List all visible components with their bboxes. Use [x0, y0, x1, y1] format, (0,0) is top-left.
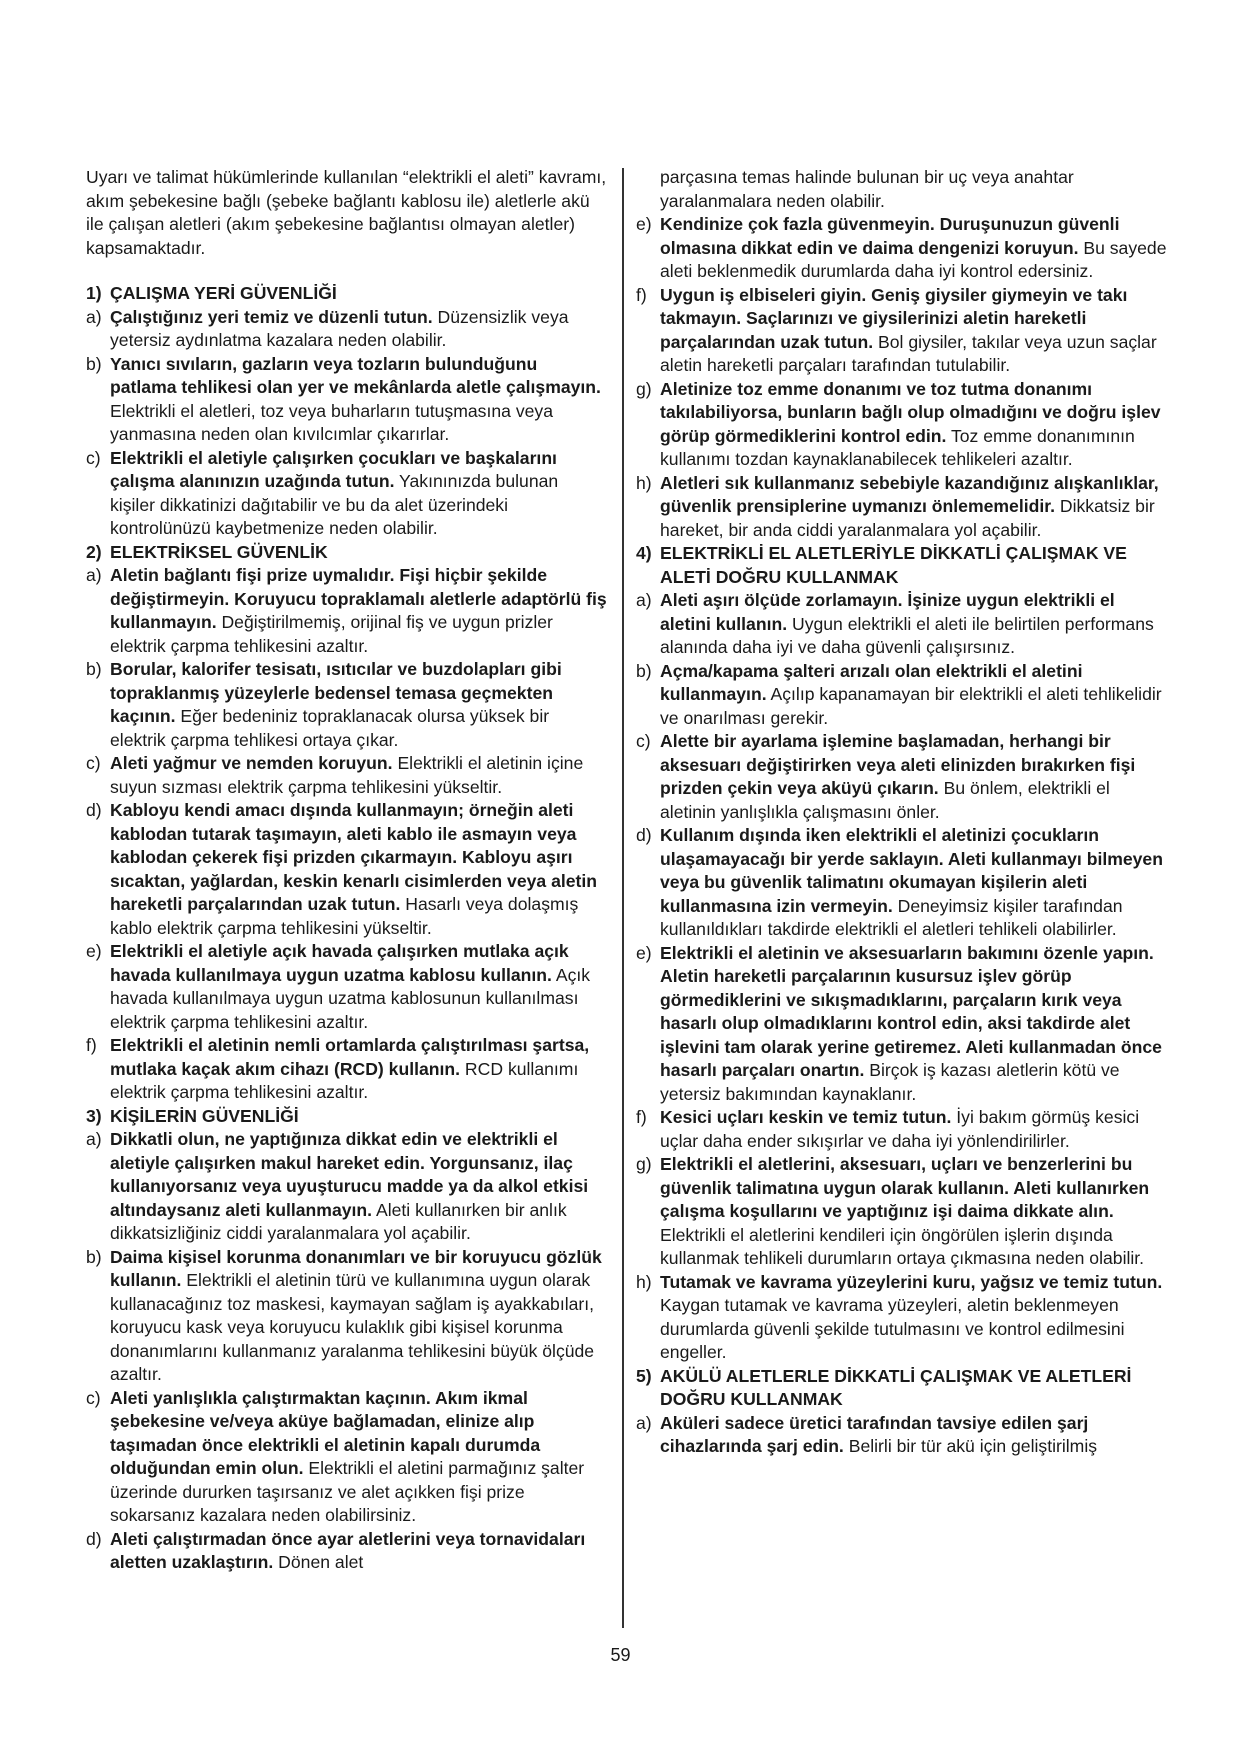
list-item	[86, 447, 608, 541]
list-item	[636, 1271, 1168, 1365]
section-title: ÇALIŞMA YERİ GÜVENLİĞİ	[110, 283, 337, 303]
item-bold-text: Aletinize toz emme donanımı ve toz tutma donanımı takılabiliyorsa, bunların bağlı olup olmadığını ve doğru işlev görüp görmediklerini kontrol edin.	[660, 378, 1161, 446]
item-bold-text: Elektrikli el aletlerini, aksesuarı, uçları ve benzerlerini bu güvenlik talimatına uygun olarak kullanın. Aleti kullanırken çalışma koşullarını ve yaptığınız işi daima dikkate alın.	[660, 1154, 1150, 1221]
section-1-items	[86, 306, 608, 541]
right-column	[636, 166, 1168, 1459]
section-5-heading	[636, 1365, 1168, 1412]
item-text: Değiştirilmemiş, orijinal fiş ve uygun prizler elektrik çarpma tehlikesini azaltır.	[110, 612, 553, 656]
item-text: Bol giysiler, takılar veya uzun saçlar aletin hareketli parçaları tarafından tutulabilir.	[660, 331, 1157, 375]
item-label: c)	[86, 1387, 101, 1408]
item-bold-text: Kendinize çok fazla güvenmeyin. Duruşunuzun güvenli olmasına dikkat edin ve daima dengenizi koruyun.	[660, 214, 1120, 258]
item-label: e)	[636, 942, 652, 963]
item-text: Elektrikli el aletinin içine suyun sızması elektrik çarpma tehlikesini yükseltir.	[110, 753, 584, 797]
list-item	[86, 940, 608, 1034]
left-column	[86, 166, 608, 1575]
list-item	[636, 378, 1168, 472]
section-number: 4)	[636, 543, 652, 563]
item-text: Birçok iş kazası aletlerin kötü ve yetersiz bakımından kaynaklanır.	[660, 1060, 1120, 1104]
item-text: RCD kullanımı elektrik çarpma tehlikesini azaltır.	[110, 1058, 579, 1102]
list-item	[636, 1153, 1168, 1271]
item-label: a)	[86, 565, 102, 585]
item-bold-text: Açma/kapama şalteri arızalı olan elektrikli el aletini kullanmayın.	[660, 660, 1083, 704]
item-label: c)	[86, 447, 101, 468]
list-item	[636, 213, 1168, 284]
item-label: a)	[86, 306, 102, 327]
list-item	[86, 1246, 608, 1387]
section-5-items	[636, 1412, 1168, 1459]
item-bold-text: Elektrikli el aletiyle çalışırken çocukları ve başkalarını çalışma alanınızın uzağında tutun.	[110, 447, 557, 491]
item-bold-text: Aletleri sık kullanmanız sebebiyle kazandığınız alışkanlıklar, güvenlik prensiplerine uymanızı önlememelidir.	[660, 472, 1159, 516]
list-item	[86, 306, 608, 353]
item-label: g)	[636, 378, 652, 399]
section-number: 5)	[636, 1365, 652, 1386]
item-text: Uygun elektrikli el aleti ile belirtilen performans alanında daha iyi ve daha güvenli çalışırsınız.	[660, 613, 1154, 657]
item-text: Açık havada kullanılmaya uygun uzatma kablosunun kullanılması elektrik çarpma tehlikesini azaltır.	[110, 964, 591, 1032]
list-item	[636, 824, 1168, 942]
item-label: g)	[636, 1154, 652, 1174]
item-bold-text: Aleti yağmur ve nemden koruyun.	[110, 753, 393, 773]
list-item	[86, 752, 608, 799]
item-bold-text: Kabloyu kendi amacı dışında kullanmayın; örneğin aleti kablodan tutarak taşımayın, aleti kablo ile asmayın veya kablodan çekerek fişi prizden çıkarmayın. Kabloyu aşırı sıcaktan, yağlardan, keskin kenarlı cisimlerden veya aletin hareketli parçalarından uzak tutun.	[110, 800, 598, 914]
list-item	[636, 1412, 1168, 1459]
item-bold-text: Daima kişisel korunma donanımları ve bir koruyucu gözlük kullanın.	[110, 1246, 602, 1290]
continued-text: parçasına temas halinde bulunan bir uç veya anahtar yaralanmalara neden olabilir.	[660, 167, 1074, 211]
item-bold-text: Elektrikli el aletinin nemli ortamlarda çalıştırılması şartsa, mutlaka kaçak akım cihazı (RCD) kullanın.	[110, 1035, 590, 1079]
item-label: e)	[636, 214, 652, 234]
item-text: Bu önlem, elektrikli el aletinin yanlışlıkla çalışmasını önler.	[660, 778, 1110, 822]
item-text: İyi bakım görmüş kesici uçlar daha ender sıkışırlar ve daha iyi yönlendirilirler.	[660, 1107, 1140, 1151]
item-bold-text: Yanıcı sıvıların, gazların veya tozların bulunduğunu patlama tehlikesi olan yer ve mekânlarda aletle çalışmayın.	[110, 353, 601, 397]
section-3-items-continued	[636, 213, 1168, 542]
item-bold-text: Aküleri sadece üretici tarafından tavsiye edilen şarj cihazlarında şarj edin.	[660, 1412, 1089, 1456]
section-4-items	[636, 589, 1168, 1365]
item-text: Elektrikli el aletlerini kendileri için öngörülen işlerin dışında kullanmak tehlikeli durumların ortaya çıkmasına neden olabilir.	[660, 1224, 1145, 1268]
item-bold-text: Kesici uçları keskin ve temiz tutun.	[660, 1107, 952, 1127]
column-divider	[622, 168, 624, 1628]
item-bold-text: Aleti yanlışlıkla çalıştırmaktan kaçının. Akım ikmal şebekesine ve/veya aküye bağlamadan, elinize alıp taşımadan önce elektrikli el aletinin kapalı durumda olduğundan emin olun.	[110, 1387, 541, 1478]
item-bold-text: Uygun iş elbiseleri giyin. Geniş giysiler giymeyin ve takı takmayın. Saçlarınızı ve giysilerinizi aletin hareketli parçalarından uzak tutun.	[660, 284, 1128, 352]
item-text: Yakınınızda bulunan kişiler dikkatinizi dağıtabilir ve bu da alet üzerindeki kontrolünüzü kaybetmenize neden olabilir.	[110, 471, 559, 538]
item-text: Açılıp kapanamayan bir elektrikli el aleti tehlikelidir ve onarılması gerekir.	[660, 684, 1162, 728]
section-title: ELEKTRİKLİ EL ALETLERİYLE DİKKATLİ ÇALIŞMAK VE ALETİ DOĞRU KULLANMAK	[660, 543, 1127, 587]
item-text: Dönen alet	[273, 1552, 364, 1572]
list-item	[86, 799, 608, 940]
item-label: b)	[636, 660, 652, 681]
item-text: Hasarlı veya dolaşmış kablo elektrik çarpma tehlikesini yükseltir.	[110, 894, 579, 938]
item-bold-text: Elektrikli el aletiyle açık havada çalışırken mutlaka açık havada kullanılmaya uygun uzatma kablosu kullanın.	[110, 941, 569, 985]
item-bold-text: Dikkatli olun, ne yaptığınıza dikkat edin ve elektrikli el aletiyle çalışırken makul hareket edin. Yorgunsanız, ilaç kullanıyorsanız veya uyuşturucu madde ya da alkol etkisi altındaysanız aleti kullanmayın.	[110, 1129, 589, 1220]
list-item	[86, 1387, 608, 1528]
item-label: c)	[636, 731, 651, 751]
item-text: Deneyimsiz kişiler tarafından kullanıldıkları takdirde elektrikli el aletleri tehlikeli olabilirler.	[660, 895, 1123, 939]
list-item	[636, 472, 1168, 543]
item-text: Elektrikli el aletleri, toz veya buharların tutuşmasına veya yanmasına neden olan kıvılcımlar çıkarırlar.	[110, 400, 553, 444]
item-label: a)	[636, 1412, 652, 1433]
section-title: AKÜLÜ ALETLERLE DİKKATLİ ÇALIŞMAK VE ALETLERİ DOĞRU KULLANMAK	[660, 1365, 1132, 1409]
section-number: 2)	[86, 541, 102, 562]
item-bold-text: Çalıştığınız yeri temiz ve düzenli tutun.	[110, 306, 433, 327]
list-item	[636, 942, 1168, 1107]
list-item	[636, 589, 1168, 660]
item-label: a)	[636, 590, 652, 610]
item-label: f)	[636, 284, 647, 305]
list-item	[86, 353, 608, 447]
page-number: 59	[610, 1645, 631, 1665]
item-bold-text: Kullanım dışında iken elektrikli el aletinizi çocukların ulaşamayacağı bir yerde saklayın. Aleti kullanmayı bilmeyen veya bu güvenlik talimatını okumayan kişilerin aleti kullanmasına izin vermeyin.	[660, 825, 1163, 916]
item-text: Bu sayede aleti beklenmedik durumlarda daha iyi kontrol edersiniz.	[660, 237, 1167, 281]
item-label: b)	[86, 1246, 102, 1267]
list-item	[636, 284, 1168, 378]
item-label: c)	[86, 753, 101, 773]
section-2-items	[86, 564, 608, 1105]
item-label: h)	[636, 472, 652, 493]
item-label: b)	[86, 353, 102, 374]
section-title: ELEKTRİKSEL GÜVENLİK	[110, 541, 328, 562]
item-bold-text: Tutamak ve kavrama yüzeylerini kuru, yağsız ve temiz tutun.	[660, 1271, 1163, 1292]
item-bold-text: Elektrikli el aletinin ve aksesuarların bakımını özenle yapın. Aletin hareketli parçalarının kusursuz işlev görüp görmediklerini ve sıkışmadıklarını, parçaların kırık veya hasarlı olup olmadıklarını kontrol edin, aksi takdirde alet işlevini tam olarak yerine getiremez. Aleti kullanmadan önce hasarlı parçaları onartın.	[660, 942, 1162, 1080]
list-item	[86, 1128, 608, 1246]
section-3-heading	[86, 1105, 608, 1129]
list-item	[86, 1034, 608, 1105]
item-bold-text: Borular, kalorifer tesisatı, ısıtıcılar ve buzdolapları gibi topraklanmış yüzeylerle bedensel temasa geçmekten kaçının.	[110, 659, 562, 726]
item-label: d)	[86, 800, 102, 820]
item-text: Aleti kullanırken bir anlık dikkatsizliğiniz ciddi yaralanmalara yol açabilir.	[110, 1199, 567, 1243]
item-text: Belirli bir tür akü için geliştirilmiş	[843, 1436, 1098, 1456]
item-text: Elektrikli el aletini parmağınız şalter üzerinde dururken taşırsanız ve alet açıkken fişi prize sokarsanız kazalara neden olabilirsiniz.	[110, 1458, 585, 1525]
list-item	[86, 564, 608, 658]
item-text: Düzensizlik veya yetersiz aydınlatma kazalara neden olabilir.	[110, 306, 569, 350]
section-number: 1)	[86, 283, 102, 303]
section-number: 3)	[86, 1105, 102, 1126]
item-bold-text: Aletin bağlantı fişi prize uymalıdır. Fişi hiçbir şekilde değiştirmeyin. Koruyucu topraklamalı aletlerle adaptörlü fiş kullanmayın.	[110, 565, 607, 632]
item-label: d)	[636, 825, 652, 845]
section-1-heading	[86, 282, 608, 306]
list-item	[86, 1528, 608, 1575]
item-text: Eğer bedeniniz topraklanacak olursa yüksek bir elektrik çarpma tehlikesi ortaya çıkar.	[110, 706, 550, 750]
section-title: KİŞİLERİN GÜVENLİĞİ	[110, 1105, 299, 1126]
list-item	[636, 730, 1168, 824]
section-2-heading	[86, 541, 608, 565]
item-label: e)	[86, 941, 102, 961]
intro-paragraph: Uyarı ve talimat hükümlerinde kullanılan “elektrikli el aleti” kavramı, akım şebekesine bağlı (şebeke bağlantı kablosu ile) aletlerle akü ile çalışan aletleri (akım şebekesine bağlantısı olmayan aletler) kapsamaktadır.	[86, 167, 607, 258]
item-label: a)	[86, 1129, 102, 1149]
item-text: Toz emme donanımının kullanımı tozdan kaynaklanabilecek tehlikeleri azaltır.	[660, 425, 1135, 469]
item-bold-text: Aleti aşırı ölçüde zorlamayın. İşinize uygun elektrikli el aletini kullanın.	[660, 590, 1115, 634]
item-text: Elektrikli el aletinin türü ve kullanımına uygun olarak kullanacağınız toz maskesi, kaymayan sağlam iş ayakkabıları, koruyucu kask veya koruyucu kulaklık gibi kişisel korunma donanımlarını kullanmanız yaralanma tehlikesini büyük ölçüde azaltır.	[110, 1270, 595, 1384]
item-label: h)	[636, 1271, 652, 1292]
item-text: Dikkatsiz bir hareket, bir anda ciddi yaralanmalara yol açabilir.	[660, 496, 1155, 540]
section-4-heading	[636, 542, 1168, 589]
list-item	[86, 658, 608, 752]
item-bold-text: Alette bir ayarlama işlemine başlamadan, herhangi bir aksesuarı değiştirirken veya aleti elinizden bırakırken fişi prizden çekin veya aküyü çıkarın.	[660, 731, 1136, 798]
item-label: f)	[86, 1035, 97, 1055]
item-label: d)	[86, 1528, 102, 1549]
list-item	[636, 660, 1168, 731]
section-3-items	[86, 1128, 608, 1575]
item-label: b)	[86, 659, 102, 679]
item-label: f)	[636, 1107, 647, 1127]
list-item	[636, 1106, 1168, 1153]
item-bold-text: Aleti çalıştırmadan önce ayar aletlerini veya tornavidaları aletten uzaklaştırın.	[110, 1528, 586, 1572]
item-text: Kaygan tutamak ve kavrama yüzeyleri, aletin beklenmeyen durumlarda güvenli şekilde tutulmasını ve kontrol edilmesini engeller.	[660, 1295, 1125, 1362]
